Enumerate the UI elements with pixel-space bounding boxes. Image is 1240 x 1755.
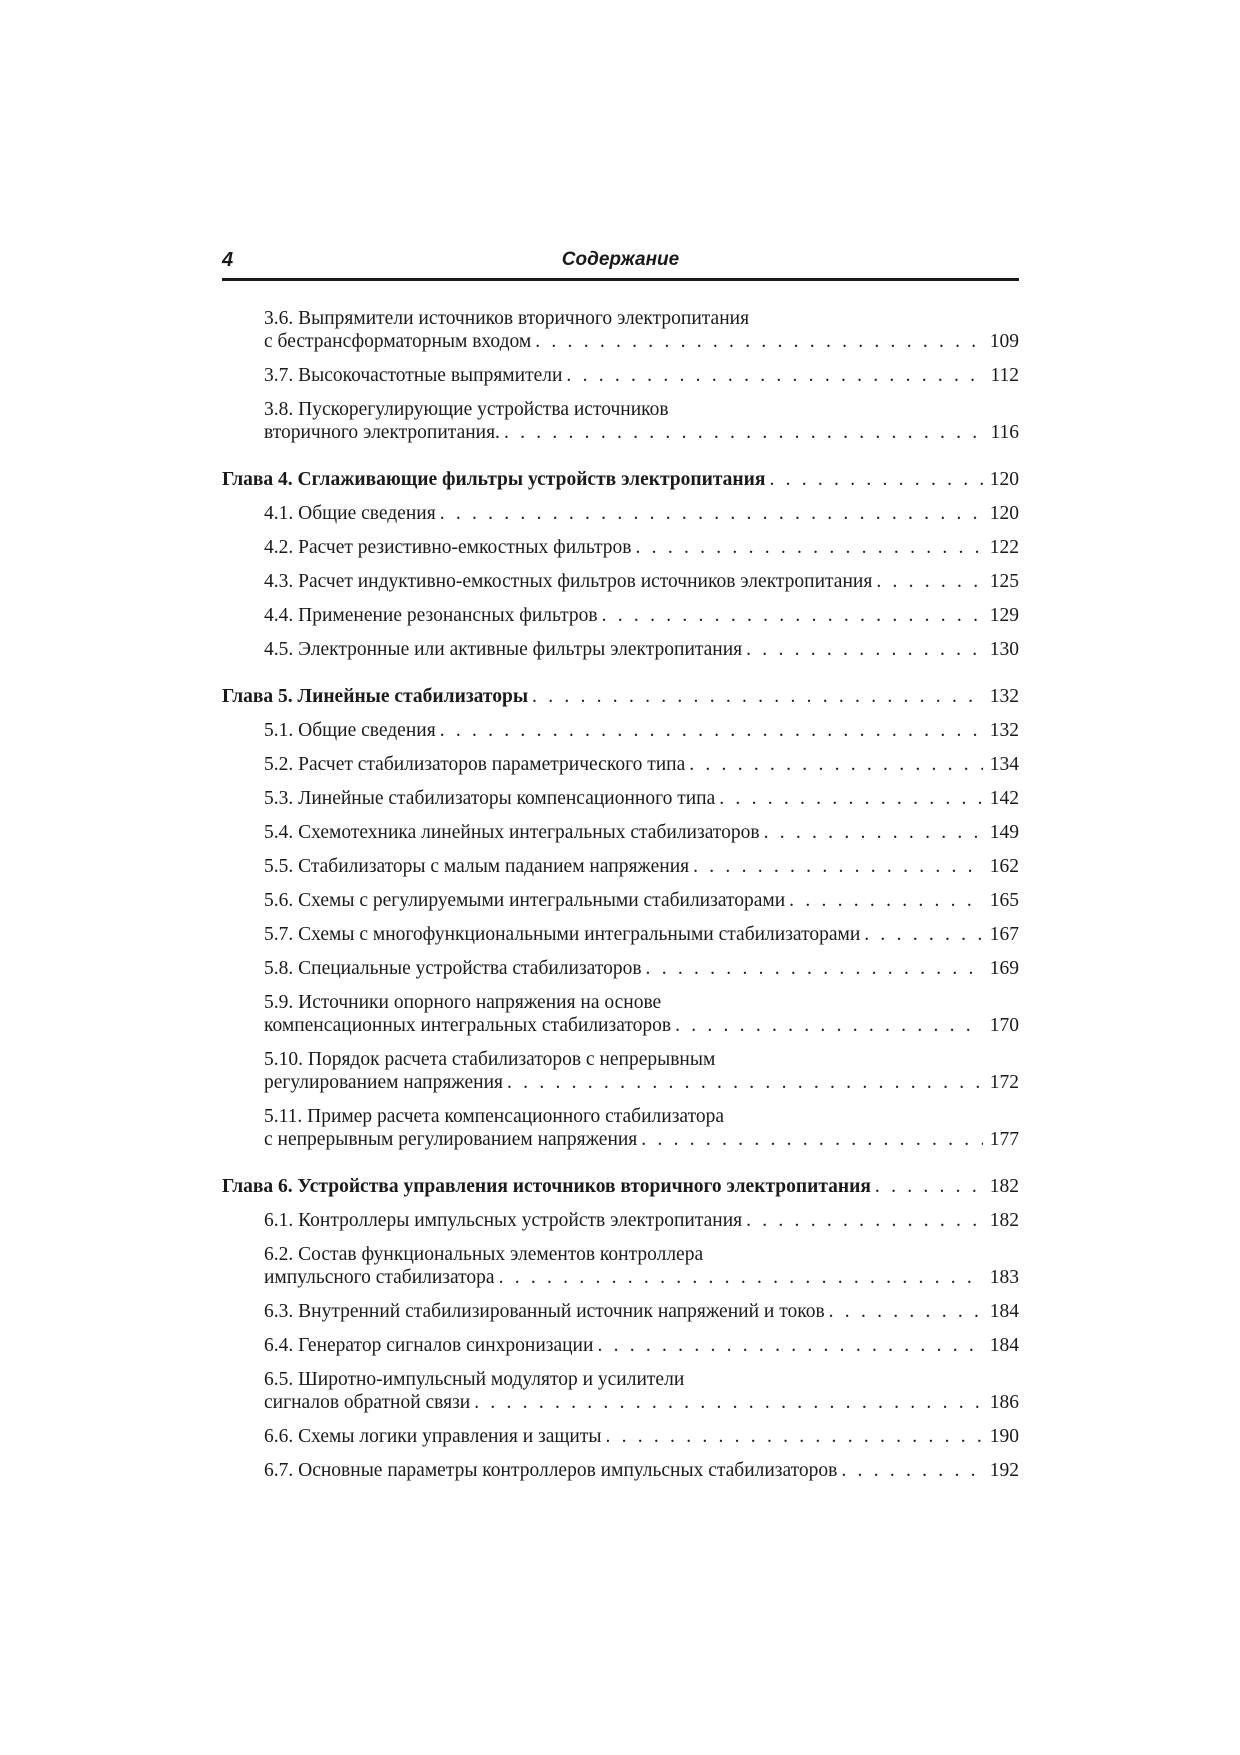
toc-section-entry[interactable] [264, 1368, 1019, 1414]
dot-leader [689, 855, 983, 878]
toc-entry-title: с бестрансформаторным входом [264, 331, 532, 352]
toc-chapter-entry[interactable] [222, 1175, 1019, 1198]
dot-leader [715, 787, 983, 810]
toc-section-entry[interactable] [264, 957, 1019, 980]
toc-section-entry[interactable] [264, 1048, 1019, 1094]
toc-entry-page-number: 120 [989, 469, 1019, 490]
toc-section-entry[interactable] [264, 1105, 1019, 1151]
toc-entry-page-number: 183 [989, 1267, 1019, 1288]
dot-leader [872, 570, 983, 593]
dot-leader [642, 957, 983, 980]
toc-section-entry[interactable] [264, 1334, 1019, 1357]
toc-entry-page-number: 109 [989, 331, 1019, 352]
toc-entry-title-line1: 3.6. Выпрямители источников вторичного электропитания [264, 308, 750, 329]
toc-section-entry[interactable] [264, 1300, 1019, 1323]
toc-section-entry[interactable] [264, 638, 1019, 661]
toc-section-entry[interactable] [264, 855, 1019, 878]
toc-entry-page-number: 120 [989, 503, 1019, 524]
toc-entry-title: 6.6. Схемы логики управления и защиты [264, 1426, 602, 1447]
toc-entry-page-number: 132 [989, 720, 1019, 741]
toc-entry-title-line1: 5.9. Источники опорного напряжения на основе [264, 992, 662, 1013]
dot-leader [531, 330, 983, 353]
dot-leader [436, 719, 983, 742]
dot-leader [860, 923, 983, 946]
toc-entry-title: 5.2. Расчет стабилизаторов параметрического типа [264, 754, 686, 775]
toc-entry-page-number: 192 [989, 1460, 1019, 1481]
toc-section-entry[interactable] [264, 398, 1019, 444]
toc-entry-title-line1: 3.8. Пускорегулирующие устройства источников [264, 399, 669, 420]
toc-entry-page-number: 116 [990, 422, 1019, 443]
toc-section-entry[interactable] [264, 536, 1019, 559]
dot-leader [503, 1071, 983, 1094]
toc-section-entry[interactable] [264, 787, 1019, 810]
toc-section-entry[interactable] [264, 1425, 1019, 1448]
dot-leader [742, 638, 983, 661]
toc-entry-page-number: 167 [989, 924, 1019, 945]
toc-section-entry[interactable] [264, 991, 1019, 1037]
dot-leader [685, 753, 983, 776]
toc-entry-page-number: 125 [989, 571, 1019, 592]
document-page [222, 248, 1019, 1493]
toc-entry-title: 5.7. Схемы с многофункциональными интегральными стабилизаторами [264, 924, 861, 945]
toc-entry-title: Глава 6. Устройства управления источников вторичного электропитания [222, 1176, 871, 1197]
toc-entry-page-number: 184 [989, 1301, 1019, 1322]
toc-entry-page-number: 177 [989, 1129, 1019, 1150]
toc-entry-title: 5.4. Схемотехника линейных интегральных стабилизаторов [264, 822, 760, 843]
toc-section-entry[interactable] [264, 821, 1019, 844]
dot-leader [837, 1459, 983, 1482]
dot-leader [785, 889, 983, 912]
toc-entry-page-number: 134 [989, 754, 1019, 775]
toc-entry-page-number: 169 [989, 958, 1019, 979]
dot-leader [598, 604, 983, 627]
toc-entry-title-line1: 6.5. Широтно-импульсный модулятор и усилители [264, 1369, 685, 1390]
toc-section-entry[interactable] [264, 753, 1019, 776]
toc-entry-page-number: 112 [990, 365, 1019, 386]
toc-entry-title: Глава 4. Сглаживающие фильтры устройств электропитания [222, 469, 766, 490]
dot-leader [436, 502, 983, 525]
toc-entry-title: 3.7. Высокочастотные выпрямители [264, 365, 563, 386]
toc-entry-page-number: 142 [989, 788, 1019, 809]
toc-entry-title-line1: 5.11. Пример расчета компенсационного стабилизатора [264, 1106, 724, 1127]
dot-leader [562, 364, 983, 387]
toc-entry-title: вторичного электропитания. [264, 422, 500, 443]
toc-section-entry[interactable] [264, 719, 1019, 742]
toc-entry-title: 5.8. Специальные устройства стабилизаторов [264, 958, 642, 979]
dot-leader [871, 1175, 983, 1198]
running-head-title: Содержание [561, 249, 680, 270]
page-number: 4 [222, 249, 234, 271]
toc-section-entry[interactable] [264, 604, 1019, 627]
toc-entry-title: компенсационных интегральных стабилизаторов [264, 1015, 672, 1036]
toc-entry-title: 4.4. Применение резонансных фильтров [264, 605, 598, 626]
toc-entry-title: 5.1. Общие сведения [264, 720, 436, 741]
dot-leader [632, 536, 983, 559]
toc-chapter-entry[interactable] [222, 685, 1019, 708]
toc-entry-title: 6.4. Генератор сигналов синхронизации [264, 1335, 594, 1356]
toc-entry-page-number: 130 [989, 639, 1019, 660]
toc-entry-title: 5.5. Стабилизаторы с малым паданием напряжения [264, 856, 690, 877]
toc-entry-title: 6.7. Основные параметры контроллеров импульсных стабилизаторов [264, 1460, 838, 1481]
toc-entry-title: регулированием напряжения [264, 1072, 504, 1093]
toc-entry-page-number: 186 [989, 1392, 1019, 1413]
toc-section-entry[interactable] [264, 1243, 1019, 1289]
toc-entry-title: 6.1. Контроллеры импульсных устройств электропитания [264, 1210, 743, 1231]
dot-leader [760, 821, 983, 844]
toc-entry-page-number: 182 [989, 1176, 1019, 1197]
toc-entry-title: с непрерывным регулированием напряжения [264, 1129, 638, 1150]
toc-entry-title-line1: 6.2. Состав функциональных элементов контроллера [264, 1244, 704, 1265]
toc-section-entry[interactable] [264, 923, 1019, 946]
toc-entry-title: импульсного стабилизатора [264, 1267, 495, 1288]
toc-entry-title: Глава 5. Линейные стабилизаторы [222, 686, 529, 707]
toc-entry-title: 4.5. Электронные или активные фильтры электропитания [264, 639, 743, 660]
toc-entry-title: 5.3. Линейные стабилизаторы компенсационного типа [264, 788, 716, 809]
dot-leader [601, 1425, 983, 1448]
toc-entry-title: 4.2. Расчет резистивно-емкостных фильтров [264, 537, 632, 558]
toc-entry-title: 4.1. Общие сведения [264, 503, 436, 524]
dot-leader [470, 1391, 983, 1414]
toc-entry-title: 5.6. Схемы с регулируемыми интегральными стабилизаторами [264, 890, 786, 911]
toc-section-entry[interactable] [264, 502, 1019, 525]
toc-entry-page-number: 122 [989, 537, 1019, 558]
toc-entry-title: сигналов обратной связи [264, 1392, 471, 1413]
dot-leader [671, 1014, 983, 1037]
toc-entry-page-number: 162 [989, 856, 1019, 877]
toc-entry-page-number: 184 [989, 1335, 1019, 1356]
toc-entry-page-number: 170 [989, 1015, 1019, 1036]
dot-leader [593, 1334, 983, 1357]
toc-entry-page-number: 129 [989, 605, 1019, 626]
dot-leader [765, 468, 983, 491]
toc-chapter-entry[interactable] [222, 468, 1019, 491]
toc-entry-title: 4.3. Расчет индуктивно-емкостных фильтров источников электропитания [264, 571, 873, 592]
dot-leader [528, 685, 983, 708]
toc-entry-title: 6.3. Внутренний стабилизированный источник напряжений и токов [264, 1301, 825, 1322]
toc-entry-page-number: 182 [989, 1210, 1019, 1231]
toc-entry-page-number: 149 [989, 822, 1019, 843]
toc-section-entry[interactable] [264, 1459, 1019, 1482]
toc-entry-page-number: 190 [989, 1426, 1019, 1447]
toc-section-entry[interactable] [264, 364, 1019, 387]
toc-entry-page-number: 132 [989, 686, 1019, 707]
toc-entry-page-number: 172 [989, 1072, 1019, 1093]
table-of-contents [222, 307, 1019, 1482]
toc-entry-page-number: 165 [989, 890, 1019, 911]
toc-section-entry[interactable] [264, 889, 1019, 912]
dot-leader [637, 1128, 983, 1151]
dot-leader [495, 1266, 983, 1289]
toc-section-entry[interactable] [264, 1209, 1019, 1232]
toc-section-entry[interactable] [264, 570, 1019, 593]
dot-leader [825, 1300, 983, 1323]
toc-entry-title-line1: 5.10. Порядок расчета стабилизаторов с непрерывным [264, 1049, 716, 1070]
toc-section-entry[interactable] [264, 307, 1019, 353]
dot-leader [742, 1209, 983, 1232]
dot-leader [500, 421, 983, 444]
running-head [222, 248, 1019, 281]
